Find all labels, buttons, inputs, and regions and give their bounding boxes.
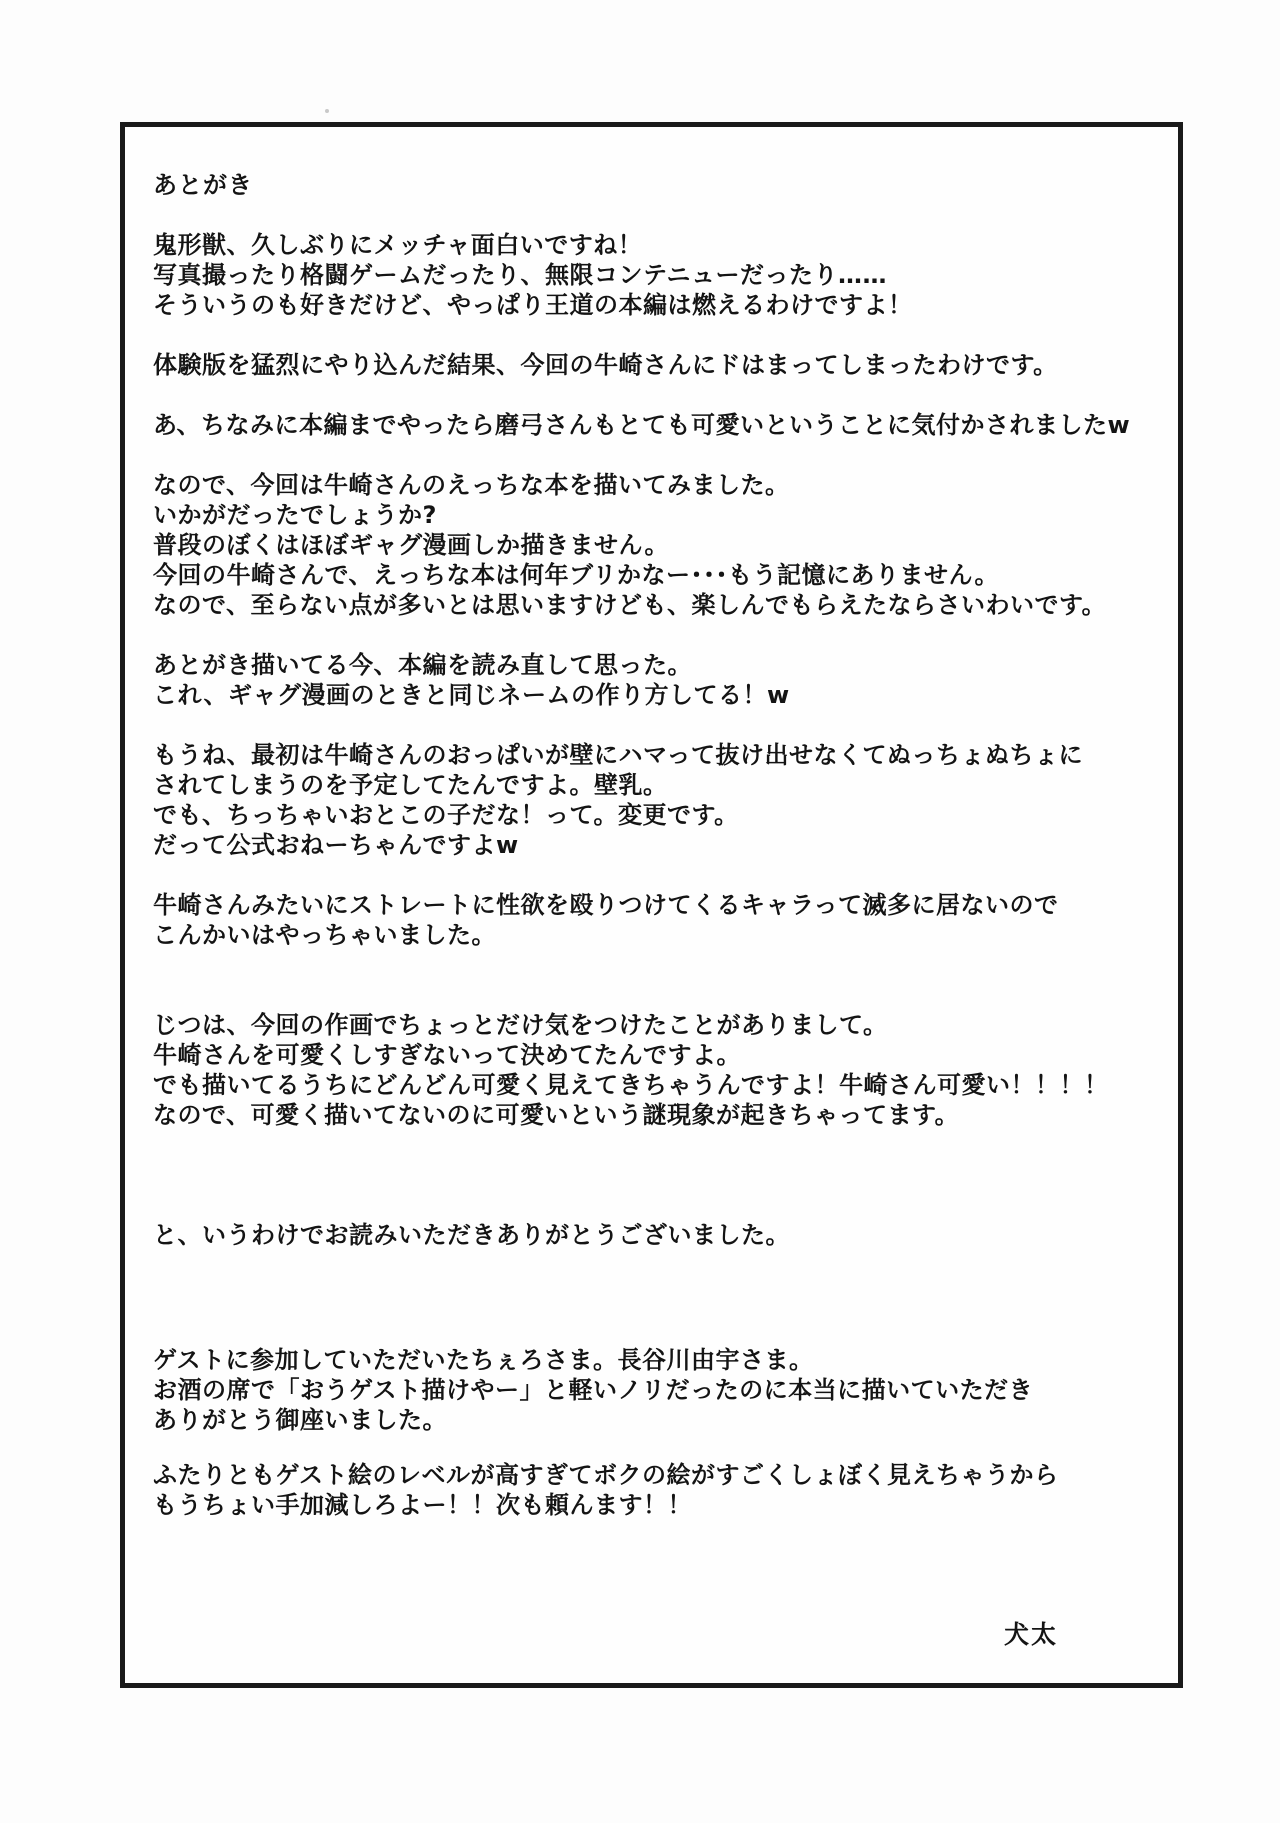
text-line: あ、ちなみに本編までやったら磨弓さんもとても可愛いということに気付かされましたw bbox=[153, 411, 1131, 439]
text-line: ありがとう御座いました。 bbox=[153, 1406, 447, 1434]
text-line: されてしまうのを予定してたんですよ。壁乳。 bbox=[153, 771, 668, 799]
text-line: でも、ちっちゃいおとこの子だな！って。変更です。 bbox=[153, 801, 739, 829]
text-line: ゲストに参加していただいたちぇろさま。長谷川由宇さま。 bbox=[153, 1346, 814, 1374]
text-line: でも描いてるうちにどんどん可愛く見えてきちゃうんですよ！牛崎さん可愛い！！！！ bbox=[153, 1071, 1109, 1099]
text-line: 牛崎さんを可愛くしすぎないって決めてたんですよ。 bbox=[153, 1041, 741, 1069]
text-line: なので、今回は牛崎さんのえっちな本を描いてみました。 bbox=[153, 471, 790, 499]
paragraph-mayumi bbox=[153, 410, 1158, 440]
paragraph-thanks bbox=[153, 1220, 1158, 1250]
text-line: ふたりともゲスト絵のレベルが高すぎてボクの絵がすごくしょぼく見えちゃうから bbox=[153, 1461, 1059, 1489]
paragraph-intro bbox=[153, 230, 1158, 320]
text-line: もうね、最初は牛崎さんのおっぱいが壁にハマって抜け出せなくてぬっちょぬちょに bbox=[153, 741, 1084, 769]
text-line: 牛崎さんみたいにストレートに性欲を殴りつけてくるキャラって滅多に居ないので bbox=[153, 891, 1059, 919]
text-line: こんかいはやっちゃいました。 bbox=[153, 921, 496, 949]
text-line: 普段のぼくはほぼギャグ漫画しか描きません。 bbox=[153, 531, 669, 559]
text-line: あとがき描いてる今、本編を読み直して思った。 bbox=[153, 651, 692, 679]
text-line: そういうのも好きだけど、やっぱり王道の本編は燃えるわけですよ！ bbox=[153, 291, 913, 319]
text-line: 写真撮ったり格闘ゲームだったり、無限コンテニューだったり…… bbox=[153, 261, 888, 289]
author-signature: 犬太 bbox=[1003, 1620, 1058, 1649]
text-line: お酒の席で「おうゲスト描けやー」と軽いノリだったのに本当に描いていただき bbox=[153, 1376, 1034, 1404]
text-line: 体験版を猛烈にやり込んだ結果、今回の牛崎さんにドはまってしまったわけです。 bbox=[153, 351, 1058, 379]
text-line: なので、可愛く描いてないのに可愛いという謎現象が起きちゃってます。 bbox=[153, 1101, 960, 1129]
page-title: あとがき bbox=[153, 171, 253, 199]
text-line: もうちょい手加減しろよー！！次も頼んます！！ bbox=[153, 1491, 692, 1519]
text-line: いかがだったでしょうか? bbox=[153, 501, 437, 529]
paragraph-character bbox=[153, 890, 1158, 950]
paragraph-artstyle bbox=[153, 1010, 1158, 1130]
text-line: と、いうわけでお読みいただきありがとうございました。 bbox=[153, 1221, 790, 1249]
text-line: 鬼形獣、久しぶりにメッチャ面白いですね！ bbox=[153, 231, 643, 259]
paragraph-guest-joke bbox=[153, 1460, 1158, 1520]
afterword-page-frame bbox=[120, 122, 1183, 1688]
scan-speck bbox=[325, 109, 329, 113]
text-line: これ、ギャグ漫画のときと同じネームの作り方してる！w bbox=[153, 681, 790, 709]
paragraph-guests bbox=[153, 1345, 1158, 1435]
text-line: なので、至らない点が多いとは思いますけども、楽しんでもらえたならさいわいです。 bbox=[153, 591, 1107, 619]
paragraph-plan bbox=[153, 740, 1158, 860]
text-line: だって公式おねーちゃんですよw bbox=[153, 831, 519, 859]
paragraph-demo bbox=[153, 350, 1158, 380]
paragraph-reread bbox=[153, 650, 1158, 710]
text-line: じつは、今回の作画でちょっとだけ気をつけたことがありまして。 bbox=[153, 1011, 888, 1039]
text-line: 今回の牛崎さんで、えっちな本は何年ブリかなー･･･もう記憶にありません。 bbox=[153, 561, 999, 589]
paragraph-book bbox=[153, 470, 1158, 620]
